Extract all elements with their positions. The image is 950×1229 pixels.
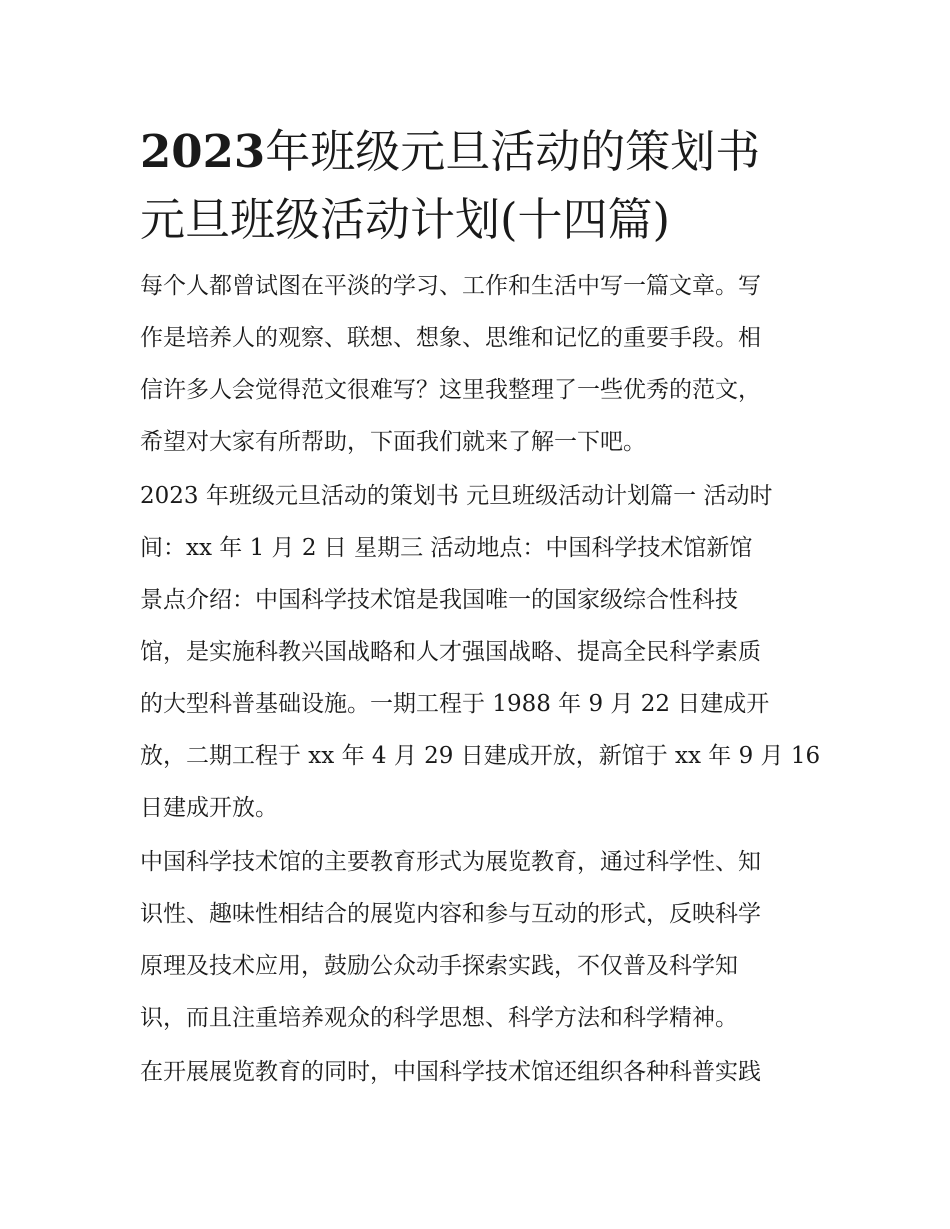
text-line: 馆，是实施科教兴国战略和人才强国战略、提高全民科学素质 xyxy=(140,639,761,665)
paragraph-activity-info xyxy=(140,470,821,834)
text-line: 放，二期工程于 xx 年 4 月 29 日建成开放，新馆于 xx 年 9 月 16 xyxy=(140,743,821,769)
text-line: 希望对大家有所帮助，下面我们就来了解一下吧。 xyxy=(140,429,646,455)
text-line: 的大型科普基础设施。一期工程于 1988 年 9 月 22 日建成开 xyxy=(140,691,770,717)
paragraph-practice xyxy=(140,1046,812,1098)
text-line: 信许多人会觉得范文很难写？这里我整理了一些优秀的范文， xyxy=(140,377,761,403)
text-line: 作是培养人的观察、联想、想象、思维和记忆的重要手段。相 xyxy=(140,325,761,351)
title-line-1-text: 年班级元旦活动的策划书 xyxy=(265,125,761,178)
paragraph-education xyxy=(140,836,812,1044)
text-line: 识，而且注重培养观众的科学思想、科学方法和科学精神。 xyxy=(140,1005,738,1031)
text-line: 景点介绍：中国科学技术馆是我国唯一的国家级综合性科技 xyxy=(140,587,738,613)
text-line: 在开展展览教育的同时，中国科学技术馆还组织各种科普实践 xyxy=(140,1059,761,1085)
title-line-2: 元旦班级活动计划(十四篇) xyxy=(140,193,671,246)
document-body xyxy=(140,260,821,1098)
text-line: 间：xx 年 1 月 2 日 星期三 活动地点：中国科学技术馆新馆 xyxy=(140,535,753,561)
text-line: 2023 年班级元旦活动的策划书 元旦班级活动计划篇一 活动时 xyxy=(140,483,773,509)
document-title xyxy=(140,118,812,254)
paragraph-intro xyxy=(140,260,812,468)
text-line: 日建成开放。 xyxy=(140,795,278,821)
text-line: 原理及技术应用，鼓励公众动手探索实践，不仅普及科学知 xyxy=(140,953,738,979)
text-line: 中国科学技术馆的主要教育形式为展览教育，通过科学性、知 xyxy=(140,849,761,875)
title-line-1 xyxy=(140,118,812,186)
title-year: 2023 xyxy=(140,125,266,178)
text-line: 每个人都曾试图在平淡的学习、工作和生活中写一篇文章。写 xyxy=(140,273,761,299)
document-page xyxy=(140,118,821,1100)
text-line: 识性、趣味性相结合的展览内容和参与互动的形式，反映科学 xyxy=(140,901,761,927)
